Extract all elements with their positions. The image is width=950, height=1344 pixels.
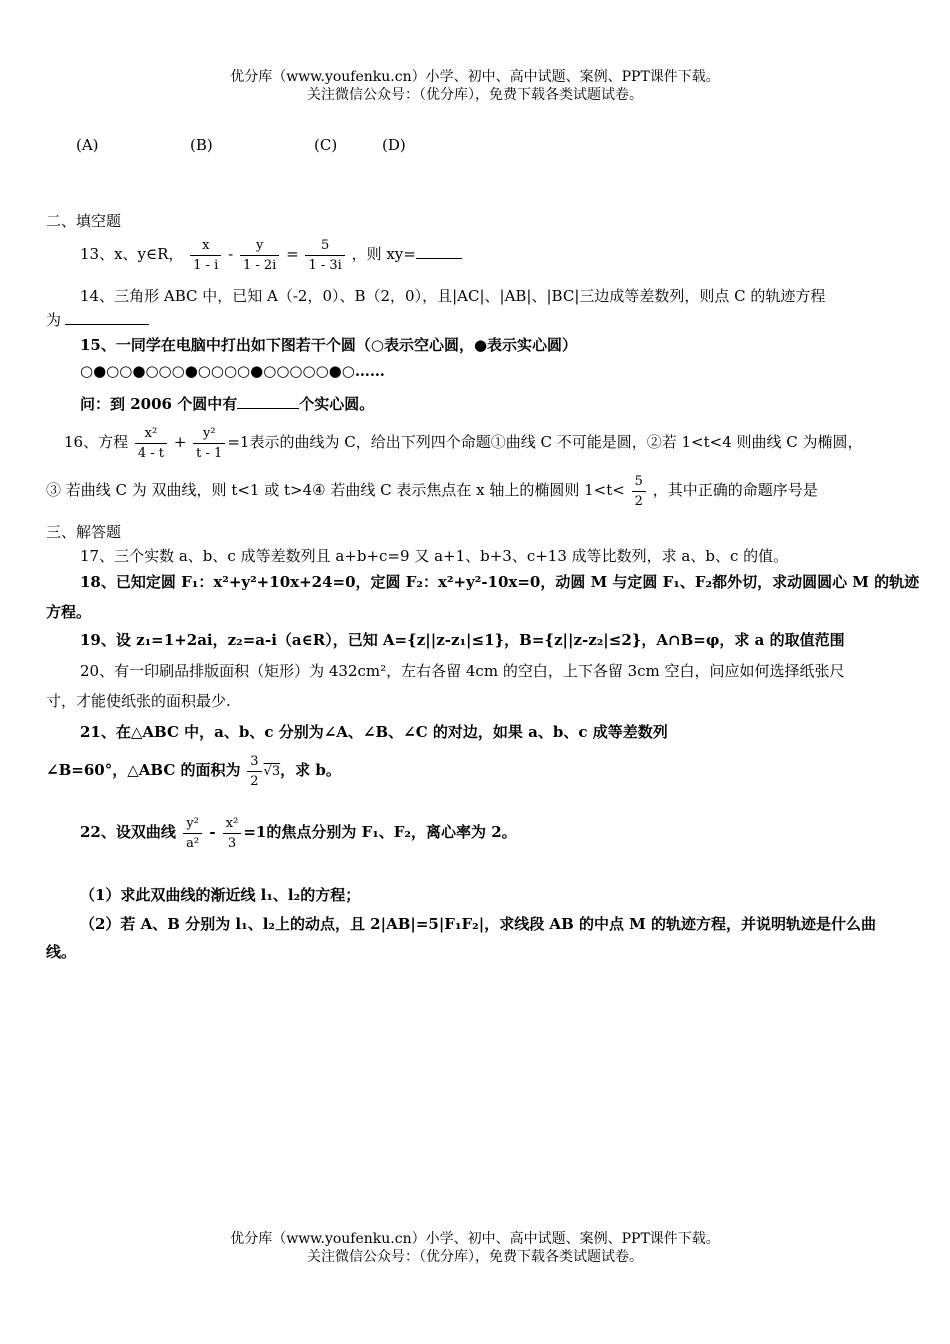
q16-fraction-3: $\frac{5}{2}$ <box>632 475 646 508</box>
section-3-title: 三、解答题 <box>46 523 122 541</box>
q16-fraction-1: $\frac{\text{x²}}{4 - t}$ <box>135 427 167 460</box>
q14-line-1: 14、三角形 ABC 中，已知 A（-2，0）、B（2，0），且|AC|、|AB|、|BC|三边成等差数列，则点 C 的轨迹方程 <box>80 287 826 305</box>
option-d: (D) <box>382 136 406 154</box>
question-13 <box>80 232 462 276</box>
q18-line-2: 方程。 <box>46 603 92 621</box>
q13-prefix: 13、x、y∈R， <box>80 245 184 263</box>
q13-equals: = <box>286 245 299 263</box>
q13-fraction-1: $\frac{x}{1 - i}$ <box>190 239 221 272</box>
q18-line-1: 18、已知定圆 F₁：x²+y²+10x+24=0，定圆 F₂：x²+y²-10x=0，动圆 M 与定圆 F₁、F₂都外切，求动圆圆心 M 的轨迹 <box>80 573 920 591</box>
footer-line-1: 优分库（www.youfenku.cn）小学、初中、高中试题、案例、PPT课件下载。 <box>230 1231 720 1247</box>
q14-line-2: 为 <box>46 309 149 330</box>
q21-sqrt: √3 <box>263 764 281 779</box>
q16-line-1: 16、方程 $\frac{\text{x²}}{4 - t}$ + $\frac{\text{y²}}{t - 1}$ =1表示的曲线为 C，给出下列四个命题①曲线 C 不可能是圆，②若 1<t<4 则曲线 C 为椭圆， <box>64 425 863 461</box>
q15-line-1: 15、一同学在电脑中打出如下图若干个圆（○表示空心圆，●表示实心圆） <box>80 336 578 354</box>
q13-fraction-2: $\frac{y}{1 - 2i}$ <box>240 239 279 272</box>
q16-line-2: ③ 若曲线 C 为 双曲线，则 t<1 或 t>4④ 若曲线 C 表示焦点在 x 轴上的椭圆则 1<t< $\frac{5}{2}$ ，其中正确的命题序号是 <box>46 473 818 509</box>
option-b: (B) <box>190 136 213 154</box>
q20-line-2: 寸，才能使纸张的面积最少. <box>46 692 231 710</box>
q13-answer-blank[interactable] <box>416 244 462 259</box>
q13-minus: - <box>228 245 234 263</box>
q21-line-2: ∠B=60°，△ABC 的面积为 $\frac{3}{2}$ √3，求 b。 <box>46 753 341 789</box>
q21-fraction: $\frac{3}{2}$ <box>247 755 261 788</box>
footer-line-2: 关注微信公众号：（优分库），免费下载各类试题试卷。 <box>307 1249 643 1265</box>
q20-line-1: 20、有一印刷品排版面积（矩形）为 432cm²，左右各留 4cm 的空白，上下各留 3cm 空白，问应如何选择纸张尺 <box>80 662 845 680</box>
section-2-title: 二、填空题 <box>46 212 122 230</box>
question-19: 19、设 z₁=1+2ai，z₂=a-i（a∈R），已知 A={z||z-z₁|≤1}，B={z||z-z₂|≤2}，A∩B=φ，求 a 的取值范围 <box>80 631 845 649</box>
question-17: 17、三个实数 a、b、c 成等差数列且 a+b+c=9 又 a+1、b+3、c+13 成等比数列，求 a、b、c 的值。 <box>80 547 789 565</box>
q16-fraction-2: $\frac{\text{y²}}{t - 1}$ <box>193 427 225 460</box>
q13-suffix: ，则 xy= <box>351 245 416 263</box>
q22-part-2-line-1: （2）若 A、B 分别为 l₁、l₂上的动点，且 2|AB|=5|F₁F₂|，求线段 AB 的中点 M 的轨迹方程，并说明轨迹是什么曲 <box>80 915 877 933</box>
q22-part-1: （1）求此双曲线的渐近线 l₁、l₂的方程； <box>80 886 361 904</box>
q22-fraction-1: $\frac{\text{y²}}{\text{a²}}$ <box>183 817 202 850</box>
q14-answer-blank[interactable] <box>65 310 149 325</box>
q13-fraction-3: $\frac{5}{1 - 3i}$ <box>305 239 344 272</box>
option-c: (C) <box>314 136 338 154</box>
q15-answer-blank[interactable] <box>237 394 299 409</box>
q15-circles: ○●○○●○○○●○○○○●○○○○○●○…… <box>80 362 385 380</box>
header-line-2: 关注微信公众号：（优分库），免费下载各类试题试卷。 <box>307 87 643 103</box>
q22-fraction-2: $\frac{\text{x²}}{3}$ <box>223 817 242 850</box>
header-line-1: 优分库（www.youfenku.cn）小学、初中、高中试题、案例、PPT课件下载。 <box>230 69 720 85</box>
question-22: 22、设双曲线 $\frac{\text{y²}}{\text{a²}}$ - $\frac{\text{x²}}{3}$ =1的焦点分别为 F₁、F₂，离心率为 2。 <box>80 815 517 851</box>
q21-line-1: 21、在△ABC 中，a、b、c 分别为∠A、∠B、∠C 的对边，如果 a、b、c 成等差数列 <box>80 723 668 741</box>
q22-part-2-line-2: 线。 <box>46 943 77 961</box>
q15-question: 问：到 2006 个圆中有 个实心圆。 <box>80 395 375 413</box>
option-a: (A) <box>76 136 99 154</box>
